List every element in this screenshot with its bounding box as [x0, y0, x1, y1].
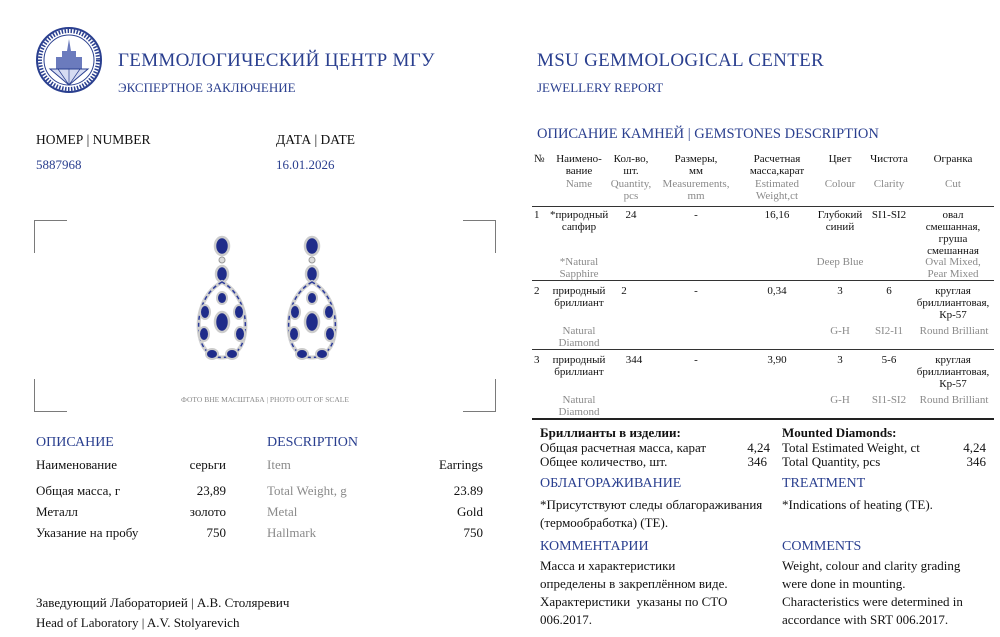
cell-clarity: SI1-SI2 [871, 209, 907, 221]
cell-clarity: 6 [886, 285, 892, 297]
col-cut-ru: Огранка [933, 153, 973, 165]
cell-qty: 344 [625, 354, 643, 366]
col-size-ru: Размеры, мм [674, 153, 718, 177]
desc-label-ru: Общая масса, г [36, 483, 121, 498]
cell-colour-ru: 3 [837, 354, 843, 366]
signature-en: Head of Laboratory | A.V. Stolyarevich [36, 615, 240, 630]
cell-cut-ru: круглая бриллиантовая, Кр-57 [916, 354, 990, 390]
col-cut-en: Cut [945, 178, 961, 190]
table-row [532, 206, 994, 281]
treatment-text-ru: *Присутствуют следы облагораживания (термообработка) (ТЕ). [540, 497, 763, 530]
cell-no: 1 [534, 209, 540, 221]
cell-cut-en: Round Brilliant [919, 394, 989, 406]
comments-text-ru: Масса и характеристики определены в закреплённом виде. Характеристики указаны по СТО 006.2017. [540, 558, 728, 627]
desc-value-ru: 23,89 [196, 483, 226, 498]
cell-cut-ru: овал смешанная, груша смешанная [925, 209, 981, 257]
cell-cut-en: Oval Mixed, Pear Mixed [925, 256, 981, 280]
subtitle-en: JEWELLERY REPORT [537, 80, 664, 95]
col-clarity-ru: Чистота [870, 153, 908, 165]
msu-logo [36, 27, 102, 93]
gemstones-heading: ОПИСАНИЕ КАМНЕЙ | GEMSTONES DESCRIPTION [537, 126, 879, 142]
earrings-photo [184, 230, 354, 375]
cell-qty: 24 [625, 209, 637, 221]
cell-clarity-en: SI1-SI2 [871, 394, 907, 406]
cell-qty: 2 [621, 285, 627, 297]
cell-name-ru: природный бриллиант [552, 354, 606, 378]
desc-value-en: 23.89 [453, 483, 483, 498]
mounted-heading-en: Mounted Diamonds: [782, 425, 897, 440]
cell-cut-ru: круглая бриллиантовая, Кр-57 [916, 285, 990, 321]
title-en: MSU GEMMOLOGICAL CENTER [537, 50, 824, 71]
cell-colour-ru: 3 [837, 285, 843, 297]
col-qty-ru: Кол-во, шт. [613, 153, 649, 177]
desc-label-ru: Металл [36, 504, 78, 519]
desc-label-en: Metal [267, 504, 298, 519]
table-header [532, 150, 994, 207]
mounted-count-label-ru: Общее количество, шт. [540, 454, 668, 469]
report-number: 5887968 [36, 157, 82, 172]
col-colour-ru: Цвет [828, 153, 852, 165]
cell-name-en: *Natural Sapphire [559, 256, 599, 280]
cell-size: - [694, 285, 698, 297]
treatment-heading-ru: ОБЛАГОРАЖИВАНИЕ [540, 476, 682, 491]
col-no: № [534, 153, 545, 165]
comments-heading-en: COMMENTS [782, 539, 862, 554]
desc-value-ru: золото [189, 504, 226, 519]
frame-corner [34, 220, 67, 253]
desc-label-ru: Наименование [36, 457, 117, 472]
cell-clarity-en: SI2-I1 [874, 325, 904, 337]
table-row [532, 349, 994, 418]
comments-heading-ru: КОММЕНТАРИИ [540, 539, 649, 554]
subtitle-ru: ЭКСПЕРТНОЕ ЗАКЛЮЧЕНИЕ [118, 80, 296, 95]
desc-label-en: Item [267, 457, 291, 472]
col-qty-en: Quantity, pcs [610, 178, 652, 202]
desc-label-en: Hallmark [267, 525, 317, 540]
desc-label-en: Total Weight, g [267, 483, 347, 498]
cell-cut-en: Round Brilliant [919, 325, 989, 337]
cell-name-en: Natural Diamond [558, 325, 600, 349]
comments-text-en: Weight, colour and clarity grading were done in mounting. Characteristics were determined in accordance with SRT 006.2017. [782, 558, 963, 627]
cell-colour-en: Deep Blue [816, 256, 864, 268]
treatment-text-en: *Indications of heating (TE). [782, 497, 933, 512]
mounted-count-label-en: Total Quantity, pcs [782, 454, 881, 469]
col-colour-en: Colour [824, 178, 856, 190]
desc-value-en: 750 [463, 525, 483, 540]
cell-no: 3 [534, 354, 540, 366]
date-label: ДАТА | DATE [276, 132, 356, 147]
mounted-count-ru: 346 [747, 454, 767, 469]
col-weight-ru: Расчетная масса,карат [749, 153, 805, 177]
mounted-count-en: 346 [966, 454, 986, 469]
mounted-weight-en: 4,24 [963, 440, 986, 455]
cell-colour-en: G-H [830, 394, 850, 406]
cell-weight: 3,90 [767, 354, 787, 366]
cell-name-ru: *природный сапфир [550, 209, 609, 233]
cell-weight: 0,34 [767, 285, 787, 297]
desc-label-ru: Указание на пробу [36, 525, 139, 540]
description-heading-en: DESCRIPTION [267, 435, 359, 450]
mounted-weight-label-ru: Общая расчетная масса, карат [540, 440, 707, 455]
col-size-en: Measurements, mm [662, 178, 730, 202]
col-name-ru: Наимено- вание [556, 153, 602, 177]
table-row [532, 280, 994, 350]
cell-clarity: 5-6 [881, 354, 897, 366]
mounted-heading-ru: Бриллианты в изделии: [540, 425, 681, 440]
number-label: НОМЕР | NUMBER [36, 132, 151, 147]
treatment-heading-en: TREATMENT [782, 476, 866, 491]
desc-value-ru: 750 [206, 525, 226, 540]
cell-weight: 16,16 [764, 209, 790, 221]
cell-name-ru: природный бриллиант [552, 285, 606, 309]
photo-caption: ФОТО ВНЕ МАСШТАБА | PHOTO OUT OF SCALE [181, 395, 349, 404]
cell-colour-ru: Глубокий синий [817, 209, 863, 233]
description-heading-ru: ОПИСАНИЕ [36, 435, 114, 450]
mounted-weight-label-en: Total Estimated Weight, ct [782, 440, 920, 455]
mounted-summary [532, 418, 994, 474]
desc-value-ru: серьги [189, 457, 226, 472]
cell-size: - [694, 354, 698, 366]
cell-no: 2 [534, 285, 540, 297]
report-date: 16.01.2026 [276, 157, 335, 172]
photo-frame [34, 220, 496, 412]
mounted-weight-ru: 4,24 [747, 440, 770, 455]
col-weight-en: Estimated Weight,ct [755, 178, 799, 202]
cell-name-en: Natural Diamond [558, 394, 600, 418]
frame-corner [463, 220, 496, 253]
desc-value-en: Earrings [438, 457, 483, 472]
signature-ru: Заведующий Лабораторией | А.В. Столяревич [36, 595, 290, 610]
cell-colour-en: G-H [830, 325, 850, 337]
col-name-en: Name [565, 178, 593, 190]
title-ru: ГЕММОЛОГИЧЕСКИЙ ЦЕНТР МГУ [118, 50, 435, 71]
cell-size: - [694, 209, 698, 221]
desc-value-en: Gold [457, 504, 483, 519]
col-clarity-en: Clarity [873, 178, 905, 190]
